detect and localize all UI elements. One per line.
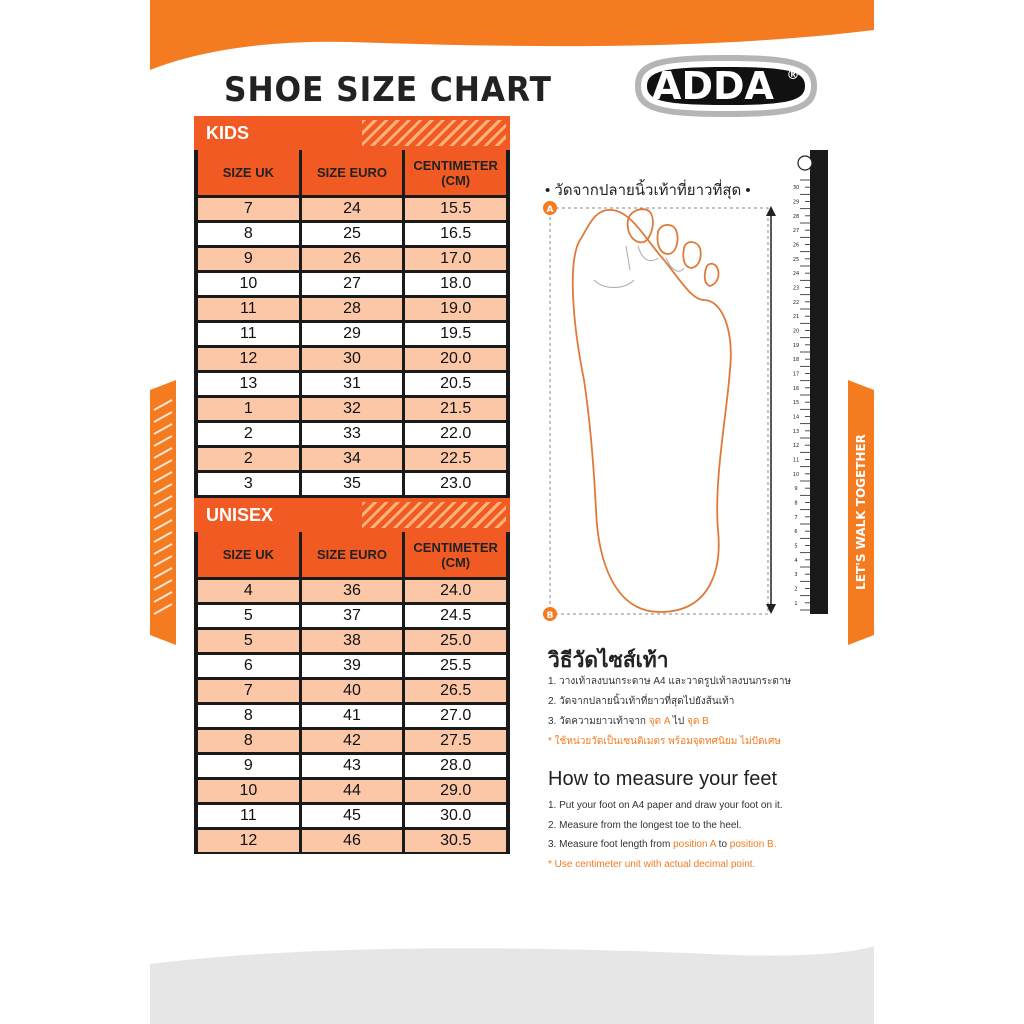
cell-centimeter: 23.0	[405, 473, 506, 495]
cell-size-uk: 10	[198, 780, 299, 802]
cell-size-euro: 43	[302, 755, 403, 777]
diagram-label: • วัดจากปลายนิ้วเท้าที่ยาวที่สุด •	[545, 182, 751, 199]
kids-label: KIDS	[206, 123, 250, 143]
size-chart-page	[150, 0, 874, 1024]
ruler-tick-label: 15	[792, 400, 800, 407]
point-a-label: A	[546, 205, 554, 215]
english-step-3-prefix: 3. Measure foot length from	[548, 839, 671, 850]
table-row	[198, 830, 506, 852]
table-row	[198, 248, 506, 270]
cell-centimeter: 29.0	[405, 780, 506, 802]
bottom-gray-band	[150, 924, 874, 1024]
table-row	[198, 805, 506, 827]
cell-size-uk: 4	[198, 580, 299, 602]
table-row	[198, 223, 506, 245]
col-centimeter-unit: (CM)	[441, 554, 471, 570]
cell-size-uk: 2	[198, 423, 299, 445]
cell-centimeter: 19.0	[405, 298, 506, 320]
cell-size-uk: 1	[198, 398, 299, 420]
cell-size-uk: 7	[198, 198, 299, 220]
cell-size-euro: 42	[302, 730, 403, 752]
cell-size-uk: 11	[198, 298, 299, 320]
table-row	[198, 755, 506, 777]
col-size-euro: SIZE EURO	[302, 532, 403, 577]
cell-size-euro: 41	[302, 705, 403, 727]
thai-step-3	[548, 712, 791, 732]
thai-instructions-title: วิธีวัดไซส์เท้า	[548, 649, 669, 672]
thai-step-1: 1. วางเท้าลงบนกระดาษ A4 และวาดรูปเท้าลงบนกระดาษ	[548, 676, 792, 687]
cell-centimeter: 27.0	[405, 705, 506, 727]
cell-size-uk: 11	[198, 805, 299, 827]
english-note: * Use centimeter unit with actual decimal point.	[548, 858, 756, 870]
ruler-tick-label: 19	[792, 342, 800, 349]
col-size-euro: SIZE EURO	[302, 150, 403, 195]
ruler-tick-label: 20	[792, 328, 800, 335]
english-step-1: 1. Put your foot on A4 paper and draw your foot on it.	[548, 800, 783, 811]
table-row	[198, 580, 506, 602]
unisex-column-headers	[198, 532, 506, 577]
cell-size-uk: 11	[198, 323, 299, 345]
table-row	[198, 198, 506, 220]
ruler-tick-label: 27	[792, 228, 800, 235]
table-row	[198, 448, 506, 470]
ruler-tick-label: 12	[792, 443, 800, 450]
thai-note: * ใช้หน่วยวัดเป็นเซนติเมตร พร้อมจุดทศนิยม ไม่ปัดเศษ	[548, 736, 781, 747]
thai-instructions	[548, 672, 791, 752]
cell-size-euro: 30	[302, 348, 403, 370]
cell-size-uk: 6	[198, 655, 299, 677]
ruler-tick-label: 3	[794, 572, 798, 579]
col-centimeter-label: CENTIMETER	[413, 539, 498, 555]
foot-outline	[573, 209, 731, 612]
col-centimeter-label: CENTIMETER	[413, 157, 498, 173]
cell-centimeter: 17.0	[405, 248, 506, 270]
cell-size-uk: 8	[198, 705, 299, 727]
ruler-tick-label: 30	[792, 185, 800, 192]
cell-centimeter: 25.0	[405, 630, 506, 652]
ruler-tick-label: 29	[792, 199, 800, 206]
ruler-tick-label: 10	[792, 471, 800, 478]
cell-size-uk: 8	[198, 730, 299, 752]
cell-size-euro: 36	[302, 580, 403, 602]
cell-size-euro: 29	[302, 323, 403, 345]
size-table	[194, 116, 510, 854]
ruler-tick-label: 5	[794, 543, 798, 550]
table-row	[198, 605, 506, 627]
registered-mark: ®	[786, 68, 800, 83]
ruler-tick-label: 16	[792, 385, 800, 392]
ruler-tick-label: 4	[794, 557, 798, 564]
ruler-tick-label: 7	[794, 514, 798, 521]
cell-size-euro: 46	[302, 830, 403, 852]
ruler-tick-label: 13	[792, 428, 800, 435]
unisex-hatch-decoration	[362, 502, 506, 528]
cell-centimeter: 27.5	[405, 730, 506, 752]
cell-size-uk: 9	[198, 248, 299, 270]
table-row	[198, 273, 506, 295]
cell-size-euro: 39	[302, 655, 403, 677]
cell-size-uk: 5	[198, 605, 299, 627]
cell-size-uk: 10	[198, 273, 299, 295]
english-step-2: 2. Measure from the longest toe to the heel.	[548, 819, 742, 831]
english-instructions-title: How to measure your feet	[548, 768, 777, 790]
cell-centimeter: 21.5	[405, 398, 506, 420]
cell-centimeter: 22.5	[405, 448, 506, 470]
english-step-3-mid: to	[718, 839, 728, 850]
ruler-tick-label: 23	[792, 285, 800, 292]
table-row	[198, 655, 506, 677]
cell-size-euro: 32	[302, 398, 403, 420]
cell-centimeter: 30.0	[405, 805, 506, 827]
thai-step-3-b: จุด B	[686, 716, 709, 727]
table-row	[198, 630, 506, 652]
cell-size-euro: 33	[302, 423, 403, 445]
cell-centimeter: 20.5	[405, 373, 506, 395]
table-row	[198, 348, 506, 370]
adda-logo	[627, 51, 825, 121]
cell-centimeter: 28.0	[405, 755, 506, 777]
cell-size-uk: 7	[198, 680, 299, 702]
page-title: SHOE SIZE CHART	[224, 70, 552, 110]
table-row	[198, 323, 506, 345]
tagline-text: LET'S WALK TOGETHER	[854, 434, 868, 590]
cell-size-euro: 31	[302, 373, 403, 395]
table-row	[198, 298, 506, 320]
english-instructions	[548, 796, 783, 874]
logo-text: ADDA	[652, 64, 774, 108]
ruler-tick-label: 26	[792, 242, 800, 249]
right-orange-strip	[848, 380, 874, 645]
col-size-uk: SIZE UK	[198, 150, 299, 195]
english-step-3	[548, 835, 783, 855]
english-step-3-a: position A	[673, 839, 716, 850]
col-centimeter	[405, 150, 506, 195]
cell-size-euro: 28	[302, 298, 403, 320]
col-size-uk: SIZE UK	[198, 532, 299, 577]
cell-centimeter: 15.5	[405, 198, 506, 220]
ruler-tick-label: 6	[794, 529, 798, 536]
ruler-tick-label: 17	[792, 371, 800, 378]
cell-centimeter: 24.0	[405, 580, 506, 602]
ruler	[788, 150, 828, 614]
table-row	[198, 473, 506, 495]
kids-column-headers	[198, 150, 506, 195]
ruler-tick-label: 9	[794, 486, 798, 493]
cell-centimeter: 18.0	[405, 273, 506, 295]
cell-size-euro: 34	[302, 448, 403, 470]
kids-section-header	[194, 116, 510, 150]
cell-size-euro: 27	[302, 273, 403, 295]
ruler-tick-label: 25	[792, 256, 800, 263]
table-row	[198, 730, 506, 752]
left-orange-strip	[150, 380, 176, 645]
point-b-label: B	[546, 611, 554, 621]
thai-step-2: 2. วัดจากปลายนิ้วเท้าที่ยาวที่สุดไปยังส้นเท้า	[548, 696, 735, 707]
english-step-3-b: position B.	[729, 839, 777, 850]
cell-size-euro: 24	[302, 198, 403, 220]
foot-detail-lines	[594, 246, 684, 288]
cell-centimeter: 25.5	[405, 655, 506, 677]
ruler-tick-label: 24	[792, 271, 800, 278]
table-row	[198, 780, 506, 802]
unisex-label: UNISEX	[206, 505, 274, 525]
cell-size-uk: 13	[198, 373, 299, 395]
cell-size-uk: 9	[198, 755, 299, 777]
thai-step-3-prefix: 3. วัดความยาวเท้าจาก	[548, 716, 646, 727]
cell-size-euro: 35	[302, 473, 403, 495]
table-row	[198, 423, 506, 445]
table-row	[198, 705, 506, 727]
cell-centimeter: 19.5	[405, 323, 506, 345]
cell-size-uk: 12	[198, 348, 299, 370]
cell-centimeter: 20.0	[405, 348, 506, 370]
unisex-rows	[198, 580, 506, 852]
foot-diagram	[534, 150, 834, 630]
paper-outline	[550, 208, 768, 614]
ruler-tick-label: 18	[792, 357, 800, 364]
col-centimeter-unit: (CM)	[441, 172, 471, 188]
ruler-tick-label: 2	[794, 586, 798, 593]
table-row	[198, 680, 506, 702]
unisex-section-header	[194, 498, 510, 532]
ruler-tick-label: 22	[792, 299, 800, 306]
kids-rows	[198, 198, 506, 495]
kids-hatch-decoration	[362, 120, 506, 146]
cell-size-euro: 38	[302, 630, 403, 652]
cell-size-euro: 26	[302, 248, 403, 270]
cell-size-uk: 12	[198, 830, 299, 852]
cell-centimeter: 16.5	[405, 223, 506, 245]
thai-step-3-mid: ไป	[672, 716, 685, 727]
ruler-tick-label: 1	[794, 600, 798, 607]
cell-size-euro: 25	[302, 223, 403, 245]
cell-centimeter: 24.5	[405, 605, 506, 627]
ruler-tick-label: 8	[794, 500, 798, 507]
cell-size-uk: 5	[198, 630, 299, 652]
cell-size-euro: 44	[302, 780, 403, 802]
cell-size-euro: 40	[302, 680, 403, 702]
table-row	[198, 373, 506, 395]
ruler-tick-label: 14	[792, 414, 800, 421]
ruler-tick-label: 21	[792, 314, 800, 321]
ruler-hole-icon	[798, 156, 812, 170]
cell-size-uk: 8	[198, 223, 299, 245]
col-centimeter	[405, 532, 506, 577]
thai-step-3-a: จุด A	[648, 716, 671, 727]
cell-centimeter: 30.5	[405, 830, 506, 852]
table-row	[198, 398, 506, 420]
cell-size-uk: 2	[198, 448, 299, 470]
cell-size-uk: 3	[198, 473, 299, 495]
cell-size-euro: 45	[302, 805, 403, 827]
cell-centimeter: 26.5	[405, 680, 506, 702]
ruler-tick-label: 11	[792, 457, 800, 464]
cell-size-euro: 37	[302, 605, 403, 627]
cell-centimeter: 22.0	[405, 423, 506, 445]
ruler-tick-label: 28	[792, 213, 800, 220]
